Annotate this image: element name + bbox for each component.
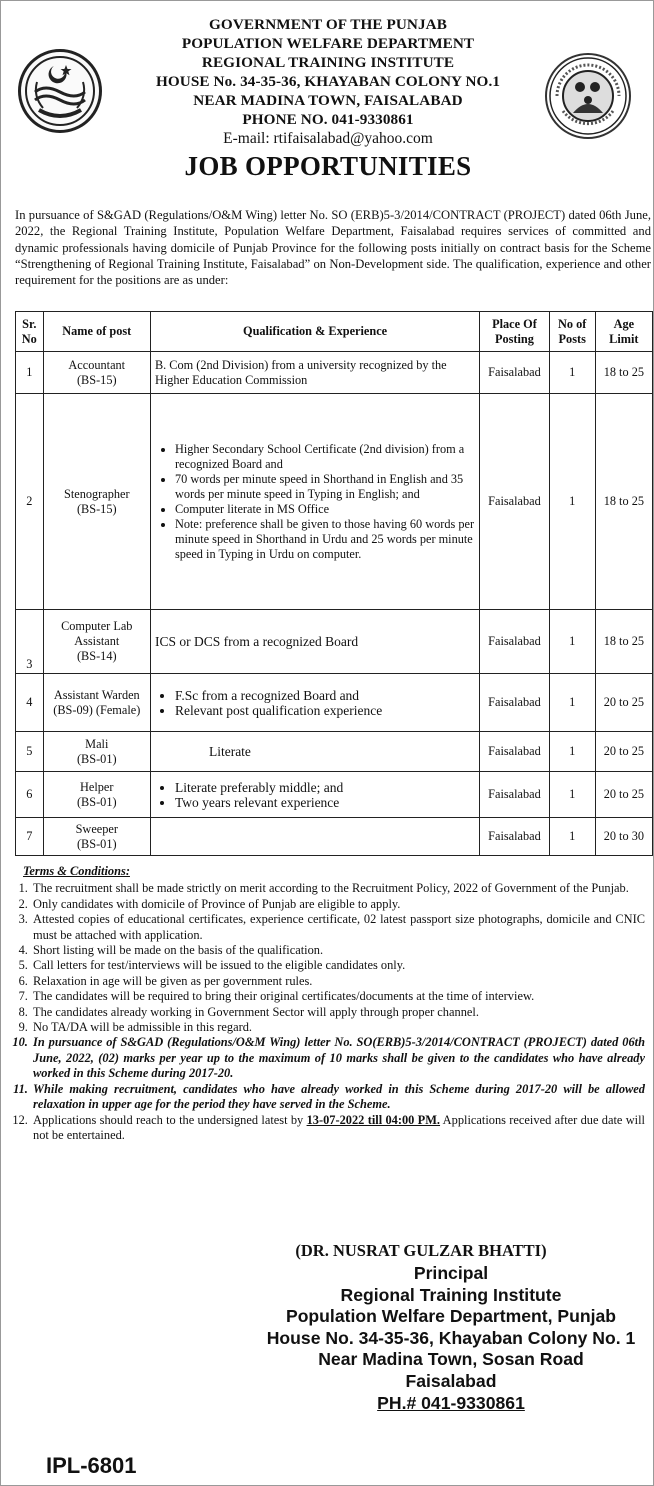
list-item: 7. The candidates will be required to bring their original certificates/documents at the time of interview. [31,989,645,1004]
row-sr: 5 [16,732,44,772]
header-address: HOUSE No. 34-35-36, KHAYABAN COLONY NO.1 [155,73,501,90]
signatory-phone: PH.# 041-9330861 [377,1392,525,1413]
row-post [43,674,150,732]
row-age: 20 to 25 [595,772,652,818]
list-item: 3. Attested copies of educational certificates, experience certificate, 02 latest passport size photographs, domicile and CNIC must be attached with application. [31,912,645,943]
row-place: Faisalabad [480,772,550,818]
post-name: Sweeper [75,821,118,836]
list-item: 10. In pursuance of S&GAD (Regulations/O&M Wing) letter No. SO(ERB)5-3/2014/CONTRACT (PROJECT) dated 06th June, 2022, (02) marks per year up to the maximum of 10 marks shall be given to the candidates who have already worked in this Scheme during 2017-20. [31,1035,645,1081]
table-row [16,394,653,610]
post-name: Accountant [68,357,126,372]
row-qualification [150,772,479,818]
row-posts: 1 [549,674,595,732]
row-posts: 1 [549,394,595,610]
qualification-item: • Note: preference shall be given to those having 60 words per minute speed in Shorthand in Urdu and 25 words per minute speed in Typing in Urdu on computer. [175,517,475,562]
row-qualification [150,394,479,610]
table-row [16,610,653,674]
list-item: 1. The recruitment shall be made strictly on merit according to the Recruitment Policy, 2022 of Government of the Punjab. [31,881,645,896]
signatory-area: Near Madina Town, Sosan Road [318,1349,584,1370]
list-item [31,1113,645,1144]
list-item: 8. The candidates already working in Government Sector will apply through proper channel. [31,1005,645,1020]
header-government: GOVERNMENT OF THE PUNJAB [209,16,447,33]
post-scale: (BS-01) [76,836,117,851]
posts-table [15,311,653,856]
row-qualification [150,674,479,732]
col-qualification: Qualification & Experience [150,312,479,352]
row-posts: 1 [549,352,595,394]
deadline-text-post: Applications received after due date will not be entertained. [33,1112,646,1142]
qualification-item: • Higher Secondary School Certificate (2nd division) from a recognized Board and [175,442,475,472]
signature-block [251,1239,651,1414]
list-item: 2. Only candidates with domicile of Province of Punjab are eligible to apply. [31,897,645,912]
row-age: 20 to 25 [595,732,652,772]
row-post [43,610,150,674]
row-post [43,394,150,610]
header-email: E-mail: rtifaisalabad@yahoo.com [223,130,433,147]
post-name: Computer Lab Assistant [61,619,133,648]
qualification-item: • Relevant post qualification experience [175,703,475,718]
col-sr: Sr. No [16,312,44,352]
list-item: 11. While making recruitment, candidates who have already worked in this Scheme during 2017-20 will be allowed relaxation in upper age for the period they have served in the Scheme. [31,1082,645,1113]
header-department: POPULATION WELFARE DEPARTMENT [181,35,475,52]
list-item: 6. Relaxation in age will be given as per government rules. [31,974,645,989]
table-row [16,772,653,818]
row-sr: 4 [16,674,44,732]
qualification-item: • Computer literate in MS Office [175,502,475,517]
col-name: Name of post [43,312,150,352]
post-name: Helper [80,779,114,794]
terms-list [9,881,645,1143]
post-name: Stenographer [63,486,130,501]
signatory-city: Faisalabad [405,1370,497,1391]
row-place: Faisalabad [480,818,550,856]
row-place: Faisalabad [480,394,550,610]
post-scale: (BS-09) (Female) [53,702,141,717]
terms-section [9,864,645,1143]
signatory-name: (DR. NUSRAT GULZAR BHATTI) [295,1241,547,1260]
row-posts: 1 [549,818,595,856]
col-age: Age Limit [595,312,652,352]
post-scale: (BS-15) [76,501,117,516]
row-sr: 2 [16,394,44,610]
row-qualification [150,352,479,394]
deadline-date: 13-07-2022 till 04:00 PM. [306,1112,441,1127]
row-age: 20 to 30 [595,818,652,856]
terms-heading: Terms & Conditions: [23,864,130,878]
list-item: 4. Short listing will be made on the basis of the qualification. [31,943,645,958]
qualification-item: • F.Sc from a recognized Board and [175,688,475,703]
col-place: Place Of Posting [480,312,550,352]
table-header-row [16,312,653,352]
signatory-institute: Regional Training Institute [340,1284,562,1305]
row-age: 18 to 25 [595,394,652,610]
header-institute: REGIONAL TRAINING INSTITUTE [201,54,455,71]
page-title: JOB OPPORTUNITIES [184,151,472,181]
row-qualification [150,818,479,856]
post-name: Mali [85,736,109,751]
qualification-text: Literate [208,744,251,759]
qualification-text: B. Com (2nd Division) from a university recognized by the Higher Education Commission [154,357,447,387]
ipl-number: IPL-6801 [46,1453,137,1478]
row-post [43,732,150,772]
row-place: Faisalabad [480,732,550,772]
row-age: 18 to 25 [595,610,652,674]
table-row [16,352,653,394]
post-scale: (BS-01) [76,794,117,809]
row-sr: 3 [16,610,44,674]
qualification-item: • Literate preferably middle; and [175,780,475,795]
intro-paragraph: In pursuance of S&GAD (Regulations/O&M Wing) letter No. SO (ERB)5-3/2014/CONTRACT (PROJECT) dated 06th June, 2022, the Regional Training Institute, Population Welfare Department, Faisalabad requires services of committed and dynamic professionals having domicile of Punjab Province for the following posts initially on contract basis for the Scheme “Strengthening of Regional Training Institute, Faisalabad” on Non-Development side. The qualification, experience and other requirement for the positions are as under: [15,208,651,288]
post-scale: (BS-15) [76,372,117,387]
deadline-text-pre: Applications should reach to the undersigned latest by [33,1112,307,1127]
post-scale: (BS-01) [76,751,117,766]
table-row [16,818,653,856]
post-scale: (BS-14) [76,649,117,663]
row-qualification [150,732,479,772]
list-item: 9. No TA/DA will be admissible in this regard. [31,1020,645,1035]
row-place: Faisalabad [480,674,550,732]
qualification-text: ICS or DCS from a recognized Board [154,634,359,649]
row-sr: 7 [16,818,44,856]
signatory-address: House No. 34-35-36, Khayaban Colony No. 1 [266,1327,636,1348]
signatory-department: Population Welfare Department, Punjab [285,1306,617,1327]
qualification-item: • Two years relevant experience [175,795,475,810]
table-row [16,674,653,732]
table-row [16,732,653,772]
qualification-item: • 70 words per minute speed in Shorthand in English and 35 words per minute speed in Typing in English; and [175,472,475,502]
row-place: Faisalabad [480,610,550,674]
col-posts: No of Posts [549,312,595,352]
row-posts: 1 [549,772,595,818]
row-sr: 1 [16,352,44,394]
row-age: 18 to 25 [595,352,652,394]
row-posts: 1 [549,732,595,772]
row-age: 20 to 25 [595,674,652,732]
letterhead [1,1,654,181]
post-name: Assistant Warden [53,687,140,702]
row-qualification [150,610,479,674]
row-post [43,818,150,856]
header-phone: PHONE NO. 041-9330861 [242,111,414,128]
row-post [43,772,150,818]
row-post [43,352,150,394]
signatory-title: Principal [413,1263,489,1283]
row-sr: 6 [16,772,44,818]
row-posts: 1 [549,610,595,674]
row-place: Faisalabad [480,352,550,394]
list-item: 5. Call letters for test/interviews will be issued to the eligible candidates only. [31,958,645,973]
header-area: NEAR MADINA TOWN, FAISALABAD [193,92,463,109]
